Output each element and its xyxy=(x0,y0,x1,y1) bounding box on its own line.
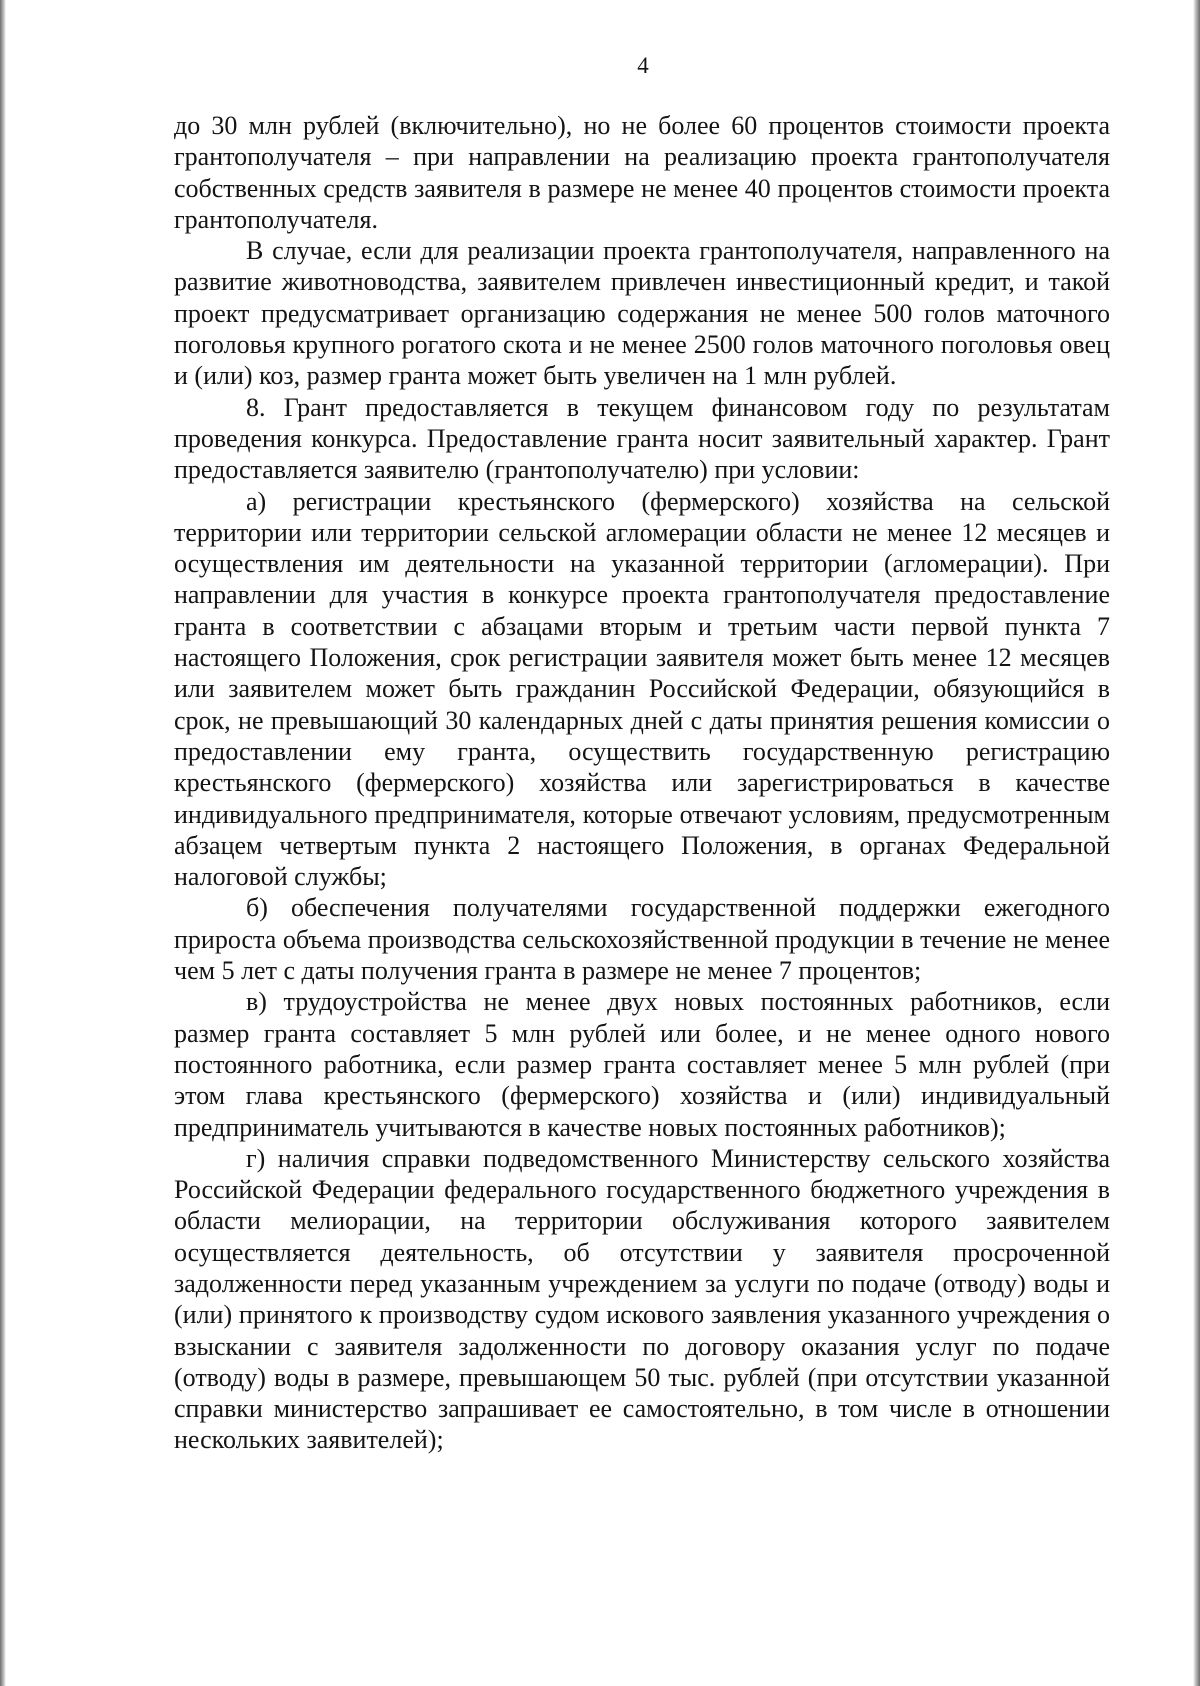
paragraph-livestock-credit: В случае, если для реализации проекта грантополучателя, направленного на развитие животноводства, заявителем привлечен инвестиционный кредит, и такой проект предусматривает организацию содержания не менее 500 голов маточного поголовья крупного рогатого скота и не менее 2500 голов маточного поголовья овец и (или) коз, размер гранта может быть увеличен на 1 млн рублей. xyxy=(174,236,1110,391)
paragraph-clause-8: 8. Грант предоставляется в текущем финансовом году по результатам проведения конкурса. Предоставление гранта носит заявительный характер. Грант предоставляется заявителю (грантополучателю) при условии: xyxy=(174,392,1110,485)
paragraph-subclause-a: а) регистрации крестьянского (фермерского) хозяйства на сельской территории или территории сельской агломерации области не менее 12 месяцев и осуществления им деятельности на указанной территории (агломерации). При направлении для участия в конкурсе проекта грантополучателя предоставление гранта в соответствии с абзацами вторым и третьим части первой пункта 7 настоящего Положения, срок регистрации заявителя может быть менее 12 месяцев или заявителем может быть гражданин Российской Федерации, обязующийся в срок, не превышающий 30 календарных дней с даты принятия решения комиссии о предоставлении ему гранта, осуществить государственную регистрацию крестьянского (фермерского) хозяйства или зарегистрироваться в качестве индивидуального предпринимателя, которые отвечают условиям, предусмотренным абзацем четвертым пункта 2 настоящего Положения, в органах Федеральной налоговой службы; xyxy=(174,486,1110,892)
document-body xyxy=(174,110,1110,1456)
paragraph-subclause-g: г) наличия справки подведомственного Министерству сельского хозяйства Российской Федерации федерального государственного бюджетного учреждения в области мелиорации, на территории обслуживания которого заявителем осуществляется деятельность, об отсутствии у заявителя просроченной задолженности перед указанным учреждением за услуги по подаче (отводу) воды и (или) принятого к производству судом искового заявления указанного учреждения о взыскании с заявителя задолженности по договору оказания услуг по подаче (отводу) воды в размере, превышающем 50 тыс. рублей (при отсутствии указанной справки министерство запрашивает ее самостоятельно, в том числе в отношении нескольких заявителей); xyxy=(174,1143,1110,1455)
paragraph-subclause-v: в) трудоустройства не менее двух новых постоянных работников, если размер гранта составляет 5 млн рублей или более, и не менее одного нового постоянного работника, если размер гранта составляет менее 5 млн рублей (при этом глава крестьянского (фермерского) хозяйства и (или) индивидуальный предприниматель учитываются в качестве новых постоянных работников); xyxy=(174,987,1110,1142)
paragraph-continuation: до 30 млн рублей (включительно), но не более 60 процентов стоимости проекта грантополучателя – при направлении на реализацию проекта грантополучателя собственных средств заявителя в размере не менее 40 процентов стоимости проекта грантополучателя. xyxy=(174,111,1110,234)
page-number: 4 xyxy=(637,53,649,78)
paragraph-subclause-b: б) обеспечения получателями государственной поддержки ежегодного прироста объема производства сельскохозяйственной продукции в течение не менее чем 5 лет с даты получения гранта в размере не менее 7 процентов; xyxy=(174,893,1110,986)
